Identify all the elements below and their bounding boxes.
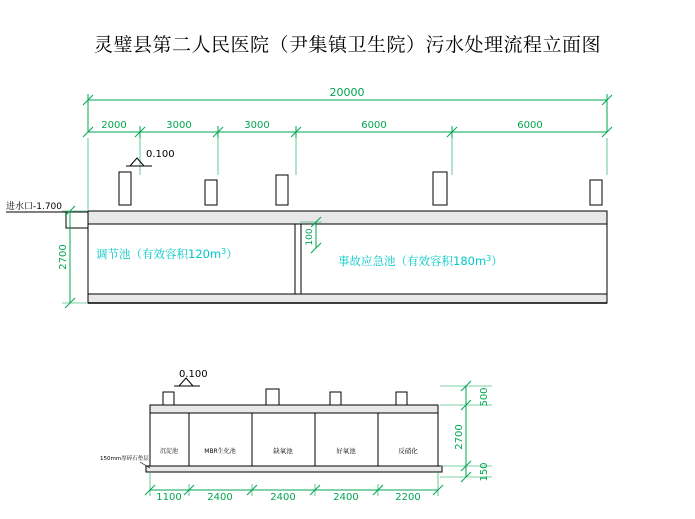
lower-seg-dim-2: 2400 (270, 492, 296, 503)
lower-dimension-chain (145, 472, 443, 503)
lower-seg-dim-1: 2400 (207, 492, 233, 503)
segment-dimension-row (83, 120, 612, 138)
lower-bottom-dim: 150 (479, 462, 490, 482)
inlet-label: 进水口-1.700 (6, 202, 63, 212)
top-slab (88, 211, 607, 224)
upper-view (6, 86, 612, 308)
height-dim-upper-label: 2700 (58, 244, 69, 270)
lower-top-slab (150, 405, 438, 413)
lower-top-dim: 500 (479, 387, 490, 407)
elevation-label-upper: 0.100 (146, 149, 175, 160)
lower-seg-dim-0: 1100 (156, 492, 182, 503)
tank-label-2: 事故应急池（有效容积$180m^3$） (338, 253, 503, 268)
lower-view (100, 369, 492, 503)
lower-right-dimensions (440, 381, 492, 482)
pipe-note-label: 150mm厚碎石垫层 (100, 456, 149, 462)
lower-bottom-slab (146, 466, 442, 472)
segment-dim-2: 3000 (244, 120, 270, 131)
chamber-label-1: MBR生化池 (204, 448, 236, 455)
inlet-marker (6, 200, 88, 228)
elevation-marker-upper (126, 149, 175, 166)
chamber-label-0: 沉淀池 (159, 448, 179, 455)
chamber-label-3: 好氧池 (336, 447, 356, 455)
riser-stacks-lower (163, 389, 407, 406)
tank-label-1: 调节池（有效容积$120m^3$） (96, 246, 238, 261)
chamber-label-4: 反硝化 (398, 447, 418, 455)
wall-dim-label: 100 (305, 228, 315, 246)
segment-dim-1: 3000 (166, 120, 192, 131)
bottom-slab (88, 294, 607, 303)
chamber-bodies (150, 413, 438, 466)
page-title: 灵璧县第二人民医院（尹集镇卫生院）污水处理流程立面图 (93, 34, 601, 56)
segment-dim-3: 6000 (361, 120, 387, 131)
lower-height-dim: 2700 (454, 424, 465, 450)
lower-seg-dim-3: 2400 (333, 492, 359, 503)
segment-dim-4: 6000 (517, 120, 543, 131)
riser-stacks (119, 172, 602, 205)
chamber-label-2: 缺氧池 (273, 447, 293, 455)
elevation-marker-lower (174, 369, 208, 386)
lower-seg-dim-4: 2200 (395, 492, 421, 503)
pipe-note (100, 454, 150, 468)
segment-dim-0: 2000 (101, 120, 127, 131)
overall-dim-label: 20000 (329, 86, 365, 99)
elevation-label-lower: 0.100 (179, 369, 208, 380)
